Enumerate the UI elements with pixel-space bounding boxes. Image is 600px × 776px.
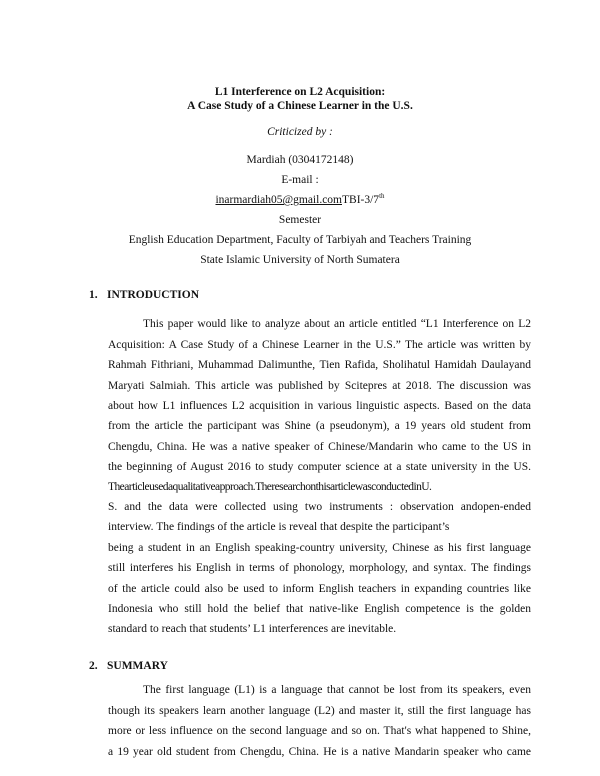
paragraph-line: standard to reach that students’ L1 interferences are inevitable.	[108, 623, 397, 635]
section-title: SUMMARY	[107, 660, 168, 672]
paragraph-line: still interferes his English in terms of phonology, morphology, and syntax. The findings	[108, 562, 531, 574]
paragraph-line: about how L1 influences L2 acquisition in various linguistic aspects. Based on the data	[108, 400, 531, 412]
author-line: Mardiah (0304172148)	[246, 154, 354, 166]
section-heading-summary	[89, 660, 168, 672]
section-title: INTRODUCTION	[107, 289, 200, 301]
paragraph-line: from the article the participant was Shine (a pseudonym), a 19 years old student from	[108, 420, 531, 432]
paragraph-line: a 19 year old student from Chengdu, China. He is a native Mandarin speaker who came	[108, 746, 531, 758]
document-title-line-2: A Case Study of a Chinese Learner in the U.S.	[187, 100, 413, 112]
paragraph-line: The first language (L1) is a language that cannot be lost from its speakers, even	[143, 684, 531, 696]
paragraph-line: being a student in an English speaking-country university, Chinese as his first language	[108, 542, 531, 554]
department-line: English Education Department, Faculty of Tarbiyah and Teachers Training	[128, 234, 472, 246]
class-code: TBI-3/7	[342, 194, 380, 206]
paragraph-line: Indonesia who still hold the belief that native-like English competence is the golden	[108, 603, 531, 615]
document-title-line-1: L1 Interference on L2 Acquisition:	[214, 86, 386, 98]
university-line: State Islamic University of North Sumatera	[200, 254, 400, 266]
criticized-by-label: Criticized by :	[267, 126, 333, 138]
paragraph-line: Chengdu, China. He was a native speaker of Chinese/Mandarin who came to the US in	[108, 441, 531, 453]
section-heading-introduction	[89, 289, 199, 301]
paragraph-line: the beginning of August 2016 to study computer science at a state university in the US.	[108, 461, 531, 473]
email-link[interactable]: inarmardiah05@gmail.com	[215, 194, 342, 206]
email-label: E-mail :	[281, 174, 319, 186]
paragraph-line: This paper would like to analyze about an article entitled “L1 Interference on L2	[143, 318, 531, 330]
paragraph-line: though its speakers learn another language (L2) and master it, still the first language has	[108, 705, 531, 717]
paragraph-line: Rahmah Fithriani, Muhammad Dalimunthe, Tien Rafida, Sholihatul Hamidah Daulayand	[108, 359, 531, 371]
paragraph-line: interview. The findings of the article is reveal that despite the participant’s	[108, 521, 450, 533]
paragraph-line: more or less influence on the second language and so on. That's what happened to Shine,	[108, 725, 531, 737]
semester-line: Semester	[278, 214, 322, 226]
paragraph-line: of the article could also be used to inform English teachers in expanding countries like	[108, 583, 531, 595]
paragraph-line: Maryati Salmiah. This article was published by Scitepres at 2018. The discussion was	[108, 380, 531, 392]
section-number: 1.	[89, 289, 98, 301]
paragraph-line: S. and the data were collected using two instruments : observation andopen-ended	[108, 501, 531, 513]
section-number: 2.	[89, 660, 98, 672]
email-line	[0, 194, 600, 206]
class-code-suffix: th	[379, 192, 385, 201]
paragraph-line: Acquisition: A Case Study of a Chinese Learner in the U.S.” The article was written by	[108, 339, 531, 351]
paragraph-line: Thearticleusedaqualitativeapproach.TheresearchonthisarticlewasconductedinU.	[108, 481, 432, 493]
